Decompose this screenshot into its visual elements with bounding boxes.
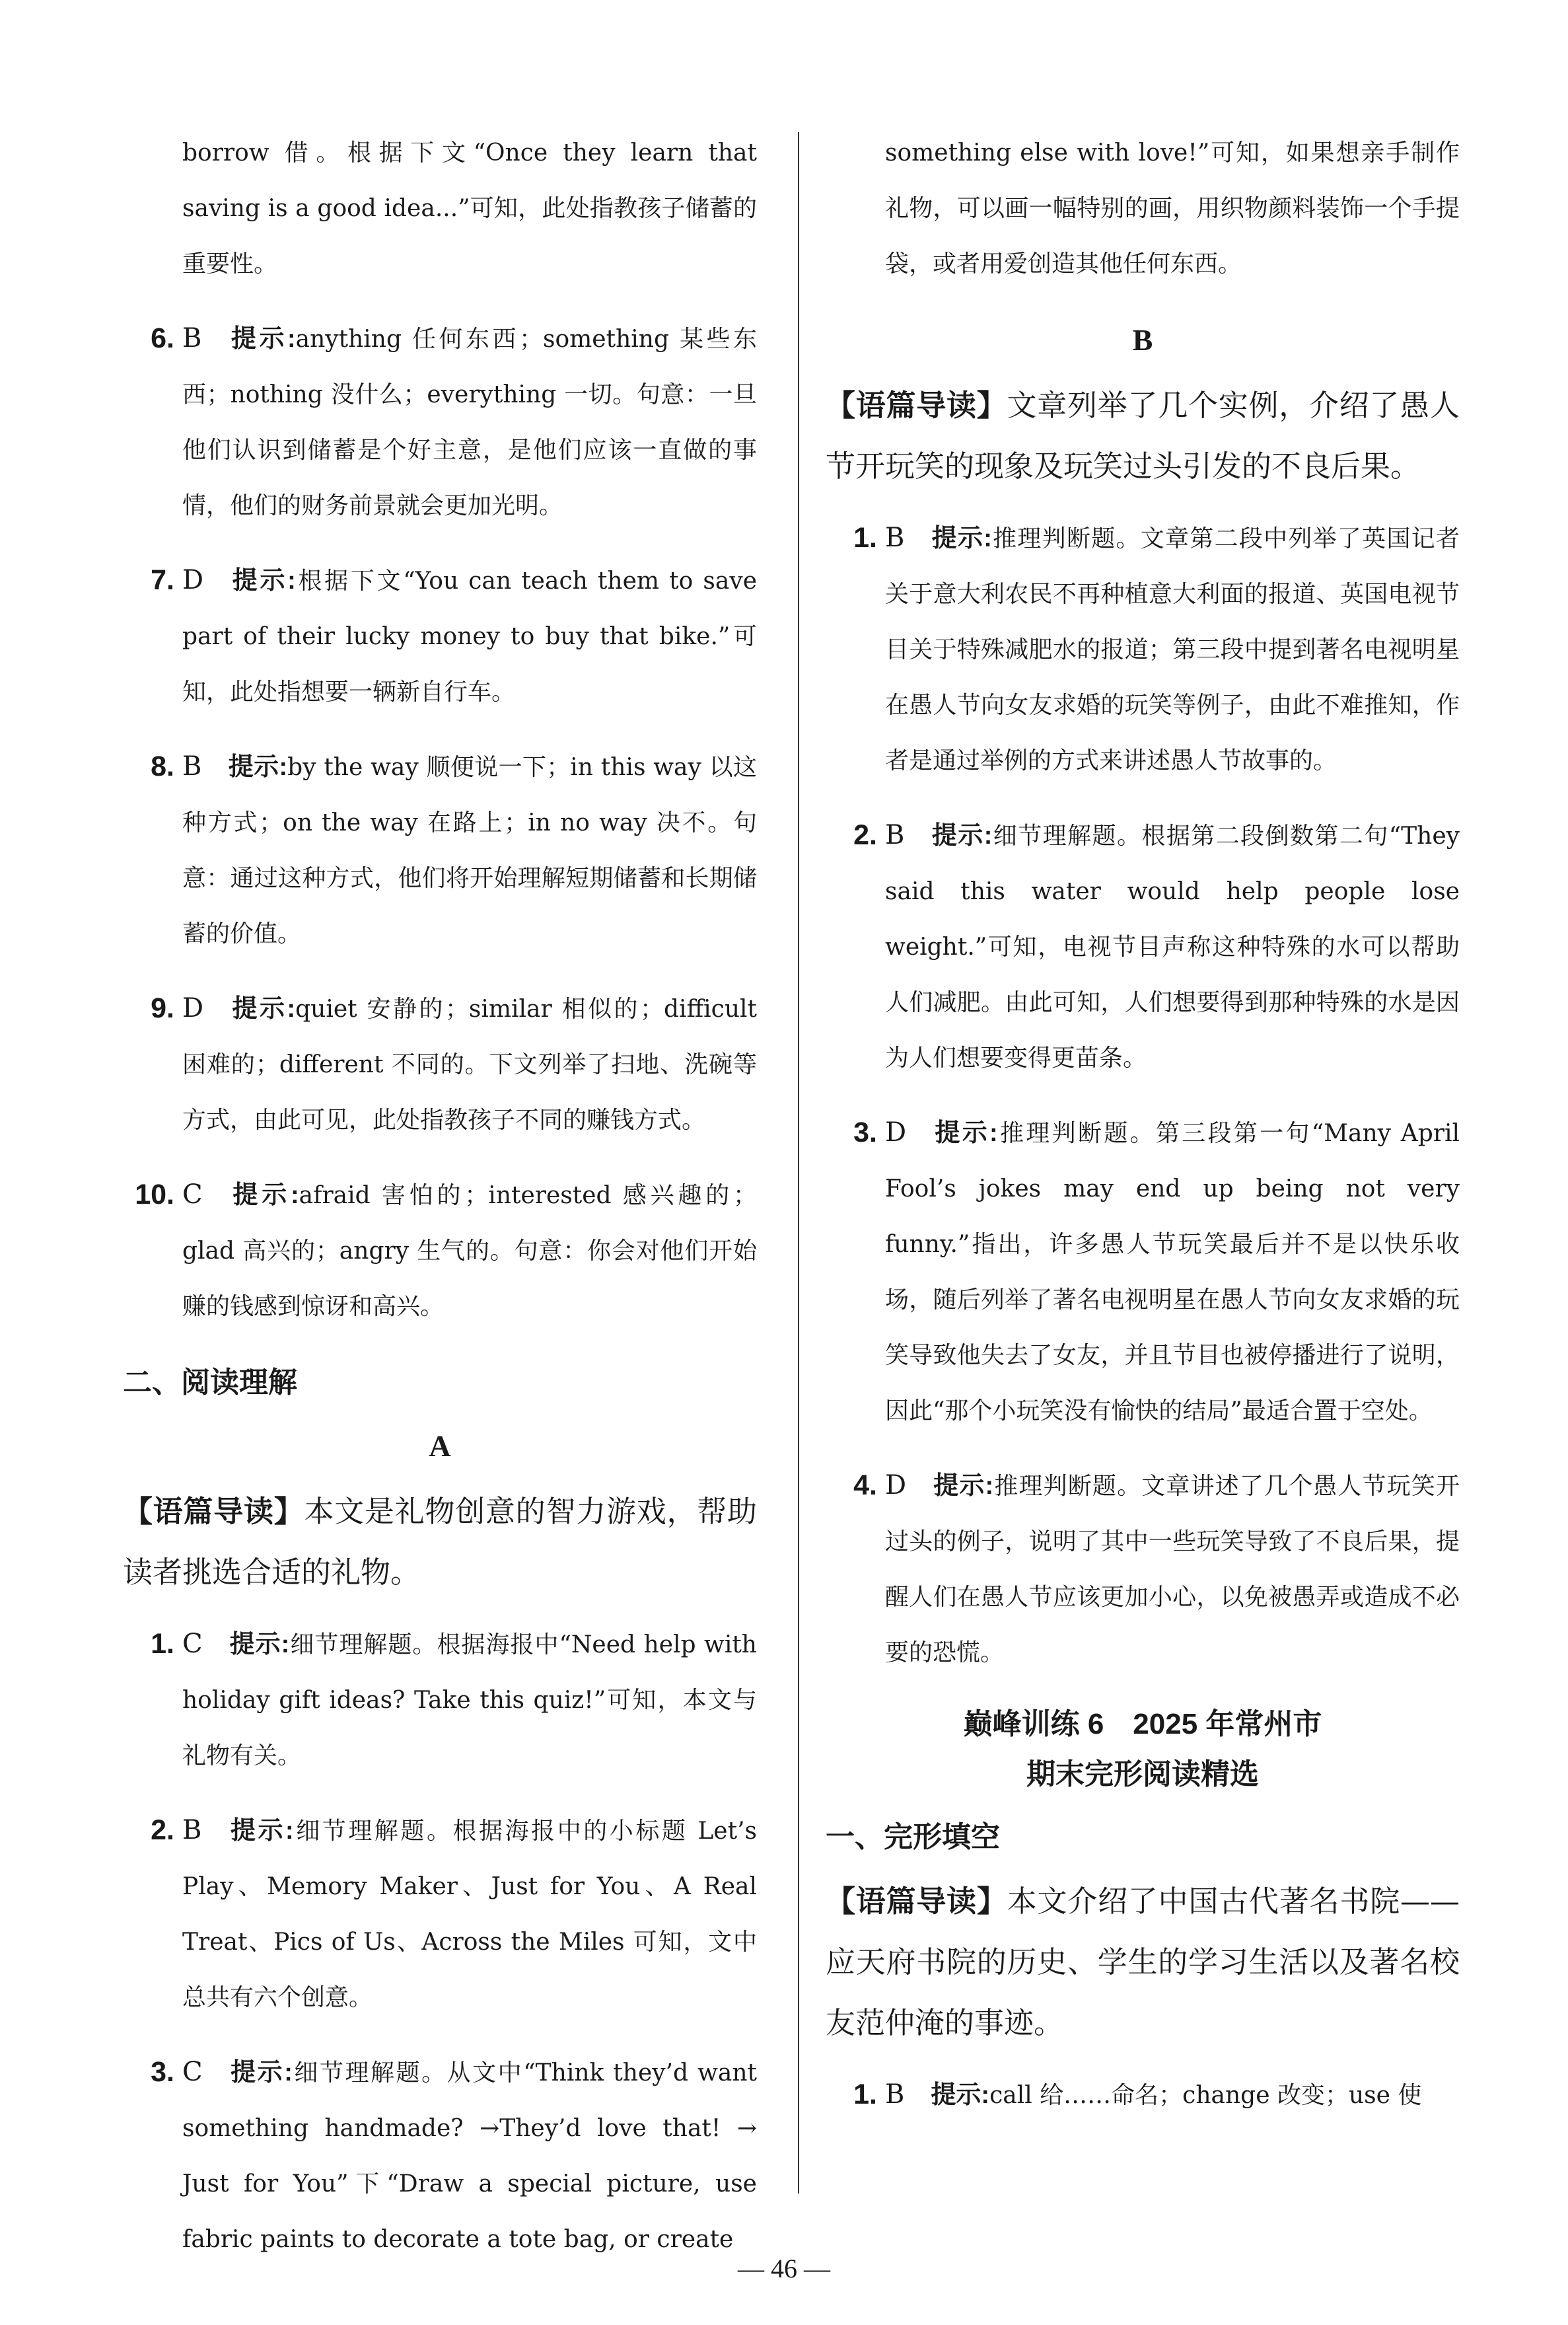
guide-text: 文章列举了几个实例，介绍了愚人节开玩笑的现象及玩笑过头引发的不良后果。 [826, 388, 1460, 484]
item-answer: C [182, 2057, 203, 2087]
guide-label: 【语篇导读】 [826, 388, 1007, 422]
training-title-line1: 巅峰训练 6 2025 年常州市 [963, 1708, 1322, 1740]
continued-text: borrow 借。根据下文“Once they learn that saving is a good idea...”可知，此处指教孩子储蓄的重要性。 [182, 139, 757, 277]
answer-item [123, 2044, 757, 2268]
answer-list-cloze-c [826, 2067, 1460, 2123]
answer-item [123, 1167, 757, 1335]
item-number: 9. [151, 992, 174, 1024]
item-answer: C [182, 1179, 203, 1210]
hint-text: 推理判断题。第三段第一句“Many April Fool’s jokes may end up being not very funny.”指出，许多愚人节玩笑最后并不是以快乐收场，随后列举了著名电视明星在愚人节向女友求婚的玩笑导致他失去了女友，并且节目也被停播进行了说明，因此“那个小玩笑没有愉快的结局”最适合置于空处。 [885, 1120, 1460, 1424]
answer-item [123, 311, 757, 534]
item-number: 2. [151, 1814, 174, 1846]
guide-text: 本文介绍了中国古代著名书院——应天府书院的历史、学生的学习生活以及著名校友范仲淹的事迹。 [826, 1884, 1460, 2040]
column-divider [798, 132, 799, 2194]
item-answer: D [182, 993, 204, 1023]
answer-list-cloze [123, 311, 757, 1335]
item-number: 6. [151, 322, 174, 354]
hint-text: by the way 顺便说一下；in this way 以这种方式；on the way 在路上；in no way 决不。句意：通过这种方式，他们将开始理解短期储蓄和长期储蓄的价值。 [182, 754, 757, 947]
hint-label: 提示: [933, 1119, 998, 1147]
item-number: 10. [135, 1179, 174, 1210]
hint-label: 提示: [230, 995, 296, 1023]
hint-label: 提示: [229, 1631, 290, 1658]
hint-text: call 给……命名；change 改变；use 使 [989, 2082, 1422, 2109]
item-answer: C [182, 1629, 203, 1659]
item-number: 7. [151, 564, 174, 596]
hint-text: 根据下文“You can teach them to save part of their lucky money to buy that bike.”可知，此处指想要一辆新自行车。 [182, 568, 757, 706]
item-number: 4. [853, 1469, 877, 1501]
hint-label: 提示: [229, 2059, 293, 2086]
hint-text: 细节理解题。根据海报中“Need help with holiday gift ideas? Take this quiz!”可知，本文与礼物有关。 [182, 1631, 757, 1769]
training-title [826, 1699, 1460, 1800]
section-heading-cloze: 一、完形填空 [826, 1821, 1000, 1853]
item-number: 8. [151, 751, 174, 782]
item-answer: D [885, 1470, 907, 1500]
item-answer: D [885, 1117, 907, 1148]
answer-item [826, 1458, 1460, 1681]
hint-text: 推理判断题。文章讲述了几个愚人节玩笑开过头的例子，说明了其中一些玩笑导致了不良后果，提醒人们在愚人节应该更加小心，以免被愚弄或造成不必要的恐慌。 [885, 1473, 1460, 1666]
passage-guide-b [826, 375, 1460, 497]
answer-item [826, 510, 1460, 789]
item-answer: B [885, 820, 905, 850]
right-column [826, 126, 1460, 2142]
item-number: 3. [151, 2056, 174, 2088]
item-number: 1. [151, 1628, 174, 1660]
passage-guide-a [123, 1481, 757, 1603]
hint-label: 提示: [228, 1817, 294, 1845]
item-number: 1. [853, 2079, 877, 2110]
hint-label: 提示: [931, 2081, 990, 2109]
item-answer: B [182, 1815, 202, 1845]
answer-item [123, 980, 757, 1148]
hint-label: 提示: [931, 525, 992, 552]
subsection-heading-a: A [429, 1429, 451, 1463]
hint-label: 提示: [230, 567, 296, 595]
section-heading-reading: 二、阅读理解 [123, 1366, 297, 1399]
item-answer: B [885, 2079, 905, 2110]
hint-label: 提示: [933, 1472, 994, 1500]
answer-list-reading-b [826, 510, 1460, 1681]
item-answer: B [182, 323, 202, 353]
answer-item [826, 2067, 1460, 2123]
item-answer: B [182, 751, 202, 782]
answer-item [123, 1802, 757, 2026]
hint-label: 提示: [229, 1181, 299, 1209]
guide-text: 本文是礼物创意的智力游戏，帮助读者挑选合适的礼物。 [123, 1494, 757, 1590]
answer-item [123, 1616, 757, 1784]
item-number: 3. [853, 1117, 877, 1148]
answer-item [123, 552, 757, 720]
answer-item [123, 739, 757, 962]
answer-list-reading-a [123, 1616, 757, 2268]
hint-text: afraid 害怕的；interested 感兴趣的；glad 高兴的；angry 生气的。句意：你会对他们开始赚的钱感到惊讶和高兴。 [182, 1182, 757, 1320]
answer-item [826, 1105, 1460, 1439]
item-number: 1. [853, 522, 877, 554]
hint-text: 细节理解题。根据第二段倒数第二句“They said this water would help people lose weight.”可知，电视节目声称这种特殊的水可以帮助人们减肥。由此可知，人们想要得到那种特殊的水是因为人们想要变得更苗条。 [885, 823, 1460, 1072]
subsection-heading-b: B [1132, 323, 1153, 357]
answer-item [826, 807, 1460, 1086]
training-title-line2: 期末完形阅读精选 [1026, 1758, 1259, 1790]
continued-text: something else with love!”可知，如果想亲手制作礼物，可以画一幅特别的画，用织物颜料装饰一个手提袋，或者用爱创造其他任何东西。 [885, 139, 1460, 277]
item-answer: D [182, 565, 204, 595]
hint-label: 提示: [228, 325, 296, 353]
item-number: 2. [853, 819, 877, 851]
hint-text: 细节理解题。根据海报中的小标题 Let’s Play、Memory Maker、Just for You、A Real Treat、Pics of Us、Across the Miles 可知，文中总共有六个创意。 [182, 1818, 757, 2011]
item-answer: B [885, 523, 905, 553]
guide-label: 【语篇导读】 [123, 1495, 304, 1528]
passage-guide-c [826, 1871, 1460, 2053]
left-column [123, 126, 757, 2286]
hint-text: quiet 安静的；similar 相似的；difficult 困难的；different 不同的。下文列举了扫地、洗碗等方式，由此可见，此处指教孩子不同的赚钱方式。 [182, 996, 757, 1134]
hint-text: 细节理解题。从文中“Think they’d want something handmade? →They’d love that! → Just for You”下“Draw a special picture, use fabric paints to decorate a tote bag, or create [182, 2059, 758, 2253]
guide-label: 【语篇导读】 [826, 1884, 1007, 1918]
hint-label: 提示: [228, 753, 288, 781]
hint-text: 推理判断题。文章第二段中列举了英国记者关于意大利农民不再种植意大利面的报道、英国电视节目关于特殊减肥水的报道；第三段中提到著名电视明星在愚人节向女友求婚的玩笑等例子，由此不难推知，作者是通过举例的方式来讲述愚人节故事的。 [885, 525, 1460, 774]
hint-text: anything 任何东西；something 某些东西；nothing 没什么；everything 一切。句意：一旦他们认识到储蓄是个好主意，是他们应该一直做的事情，他们的财务前景就会更加光明。 [182, 326, 757, 519]
page-number: — 46 — [738, 2254, 830, 2283]
hint-label: 提示: [931, 822, 993, 850]
